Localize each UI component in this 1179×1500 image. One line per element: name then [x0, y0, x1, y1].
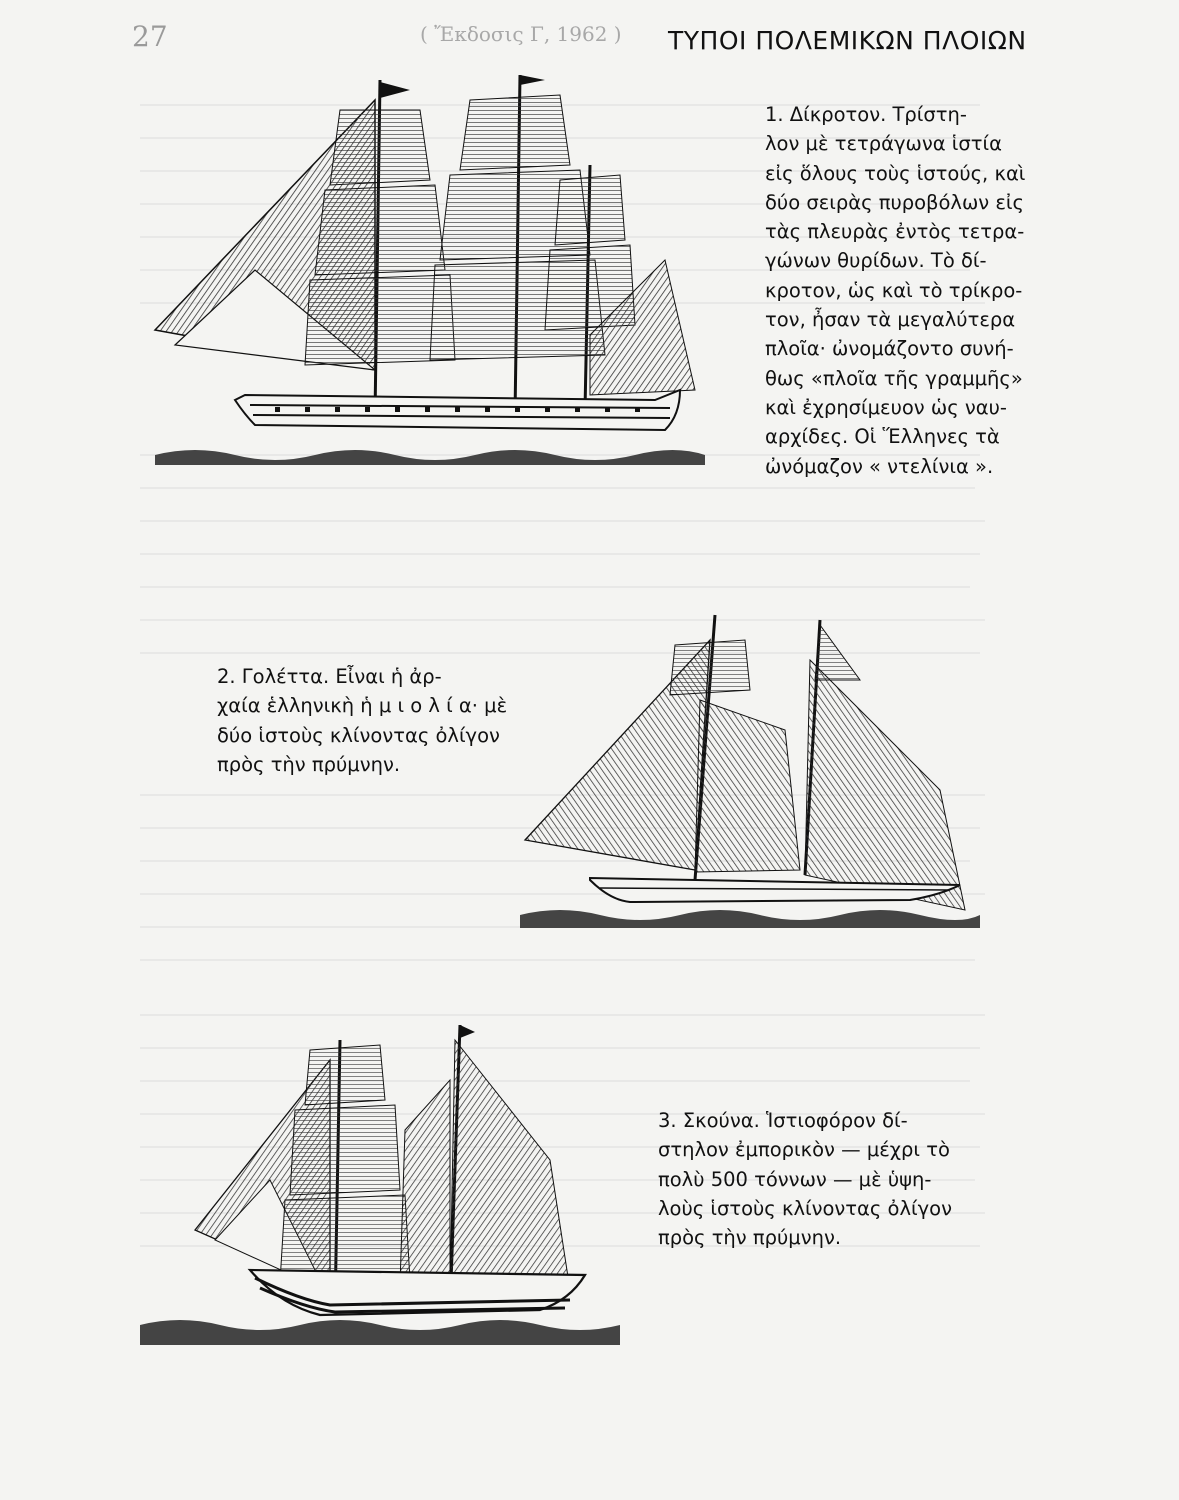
caption-line: ὠνόμαζον « ντελίνια ». — [765, 454, 994, 478]
schooner-goletta-illustration — [520, 610, 980, 940]
caption-goletta — [217, 662, 507, 779]
caption-dikroton — [765, 100, 1025, 481]
caption-line: χαία ἑλληνικὴ ἡ μ ι ο λ ί α· μὲ — [217, 694, 508, 718]
ship-of-the-line-illustration — [135, 70, 715, 480]
skouna-brigantine-illustration — [130, 1020, 630, 1370]
caption-line: δύο ἱστοὺς κλίνοντας ὀλίγον — [217, 723, 500, 747]
caption-line: πρὸς τὴν πρύμνην. — [217, 752, 401, 776]
caption-line: κροτον, ὡς καὶ τὸ τρίκρο- — [765, 278, 1023, 302]
caption-line: εἰς ὅλους τοὺς ἱστούς, καὶ — [765, 161, 1026, 185]
caption-skouna — [658, 1106, 952, 1252]
caption-line: αρχίδες. Οἱ Ἕλληνες τὰ — [765, 425, 1000, 449]
running-head-edition: ( Ἔκδοσις Γ, 1962 ) — [420, 22, 622, 46]
caption-line: τον, ἦσαν τὰ μεγαλύτερα — [765, 308, 1016, 332]
caption-line: θως «πλοῖα τῆς γραμμῆς» — [765, 366, 1023, 390]
caption-line: λοὺς ἱστοὺς κλίνοντας ὀλίγον — [658, 1196, 952, 1220]
caption-line: στηλον ἐμπορικὸν — μέχρι τὸ — [658, 1138, 950, 1162]
caption-line: 1. Δίκροτον. Τρίστη- — [765, 103, 967, 126]
caption-line: πλοῖα· ὠνομάζοντο συνή- — [765, 337, 1014, 361]
caption-line: πολὺ 500 τόννων — μὲ ὑψη- — [658, 1167, 932, 1191]
caption-line: καὶ ἐχρησίμευον ὡς ναυ- — [765, 395, 1007, 419]
caption-line: τὰς πλευρὰς ἐντὸς τετρα- — [765, 220, 1025, 244]
caption-line: πρὸς τὴν πρύμνην. — [658, 1226, 842, 1250]
page-title: ΤΥΠΟΙ ΠΟΛΕΜΙΚΩΝ ΠΛΟΙΩΝ — [668, 26, 1027, 55]
caption-line: δύο σειρὰς πυροβόλων εἰς — [765, 190, 1024, 214]
caption-line: 3. Σκούνα. Ἱστιοφόρον δί- — [658, 1109, 908, 1132]
caption-line: γώνων θυρίδων. Τὸ δί- — [765, 249, 987, 273]
caption-line: λον μὲ τετράγωνα ἱστία — [765, 132, 1002, 156]
page-number: 27 — [132, 20, 168, 53]
caption-line: 2. Γολέττα. Εἶναι ἡ ἀρ- — [217, 665, 442, 688]
